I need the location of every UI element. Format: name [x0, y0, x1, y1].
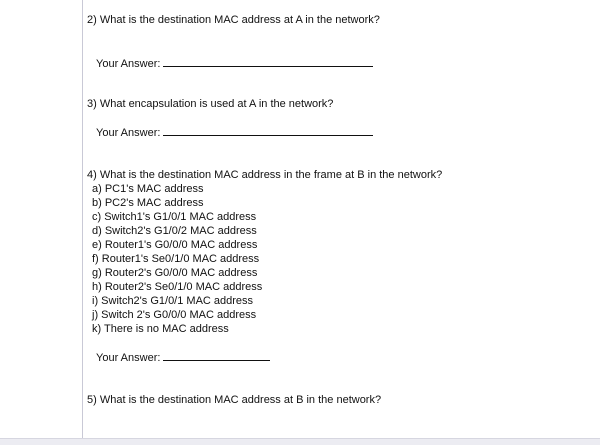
left-gutter — [0, 0, 83, 438]
option-k: k) There is no MAC address — [92, 323, 229, 335]
question-3-answer-row — [96, 125, 373, 140]
question-2-answer-label: Your Answer: — [96, 58, 161, 70]
question-4-answer-row — [96, 350, 270, 365]
option-e: e) Router1's G0/0/0 MAC address — [92, 239, 258, 251]
question-2-text: 2) What is the destination MAC address at A in the network? — [87, 14, 380, 26]
question-3-answer-label: Your Answer: — [96, 127, 161, 139]
question-2-answer-field[interactable] — [163, 56, 373, 67]
question-2-answer-row — [96, 56, 373, 71]
option-a: a) PC1's MAC address — [92, 183, 204, 195]
option-d: d) Switch2's G1/0/2 MAC address — [92, 225, 257, 237]
option-h: h) Router2's Se0/1/0 MAC address — [92, 281, 263, 293]
question-3-text: 3) What encapsulation is used at A in the network? — [87, 98, 334, 110]
option-j: j) Switch 2's G0/0/0 MAC address — [92, 309, 257, 321]
question-5-text: 5) What is the destination MAC address at B in the network? — [87, 394, 382, 406]
option-c: c) Switch1's G1/0/1 MAC address — [92, 211, 257, 223]
option-g: g) Router2's G0/0/0 MAC address — [92, 267, 258, 279]
question-4-text: 4) What is the destination MAC address in the frame at B in the network? — [87, 169, 443, 181]
option-f: f) Router1's Se0/1/0 MAC address — [92, 253, 260, 265]
question-4-answer-label: Your Answer: — [96, 352, 161, 364]
question-3-answer-field[interactable] — [163, 125, 373, 136]
option-b: b) PC2's MAC address — [92, 197, 204, 209]
question-4-answer-field[interactable] — [163, 350, 270, 361]
option-i: i) Switch2's G1/0/1 MAC address — [92, 295, 254, 307]
